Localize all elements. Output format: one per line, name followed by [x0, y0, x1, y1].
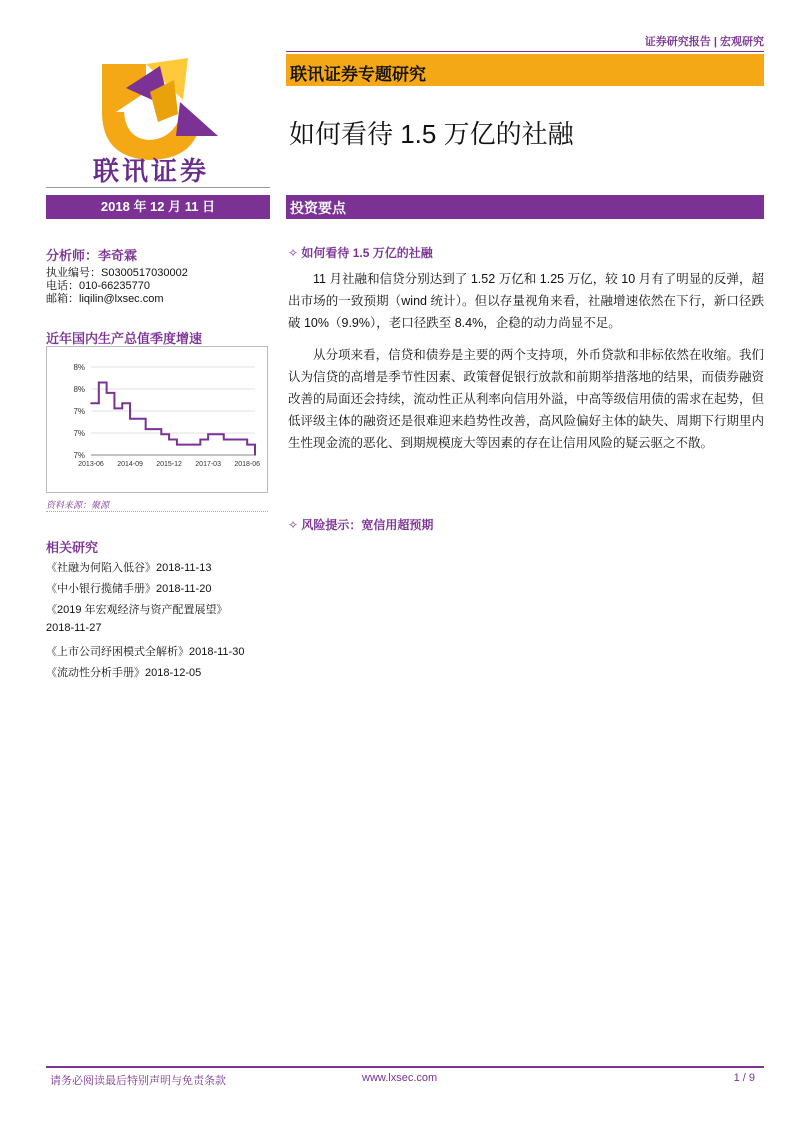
data-point — [207, 433, 209, 435]
page-title: 如何看待 1.5 万亿的社融 — [289, 119, 574, 149]
chart-source: 资料来源：聚源 — [46, 500, 110, 510]
data-point — [129, 418, 131, 420]
series-banner — [286, 54, 764, 86]
footer-disclaimer[interactable]: 请务必阅读最后特别声明与免责条款 — [50, 1075, 226, 1087]
related-item[interactable]: 《中小银行揽储手册》2018-11-20 — [46, 583, 212, 595]
section-banner — [286, 195, 764, 219]
y-tick-label: 7% — [73, 451, 85, 460]
data-point — [160, 433, 162, 435]
gdp-chart-frame — [46, 346, 268, 493]
chart-title: 近年国内生产总值季度增速 — [46, 331, 203, 346]
data-point — [114, 408, 116, 410]
logo-text: 联讯证券 — [93, 157, 210, 187]
analyst-license: 执业编号：S0300517030002 — [46, 267, 188, 279]
footer-rule — [46, 1066, 764, 1068]
subheading-risk: ✧ 风险提示：宽信用超预期 — [288, 518, 434, 532]
dotted-divider — [46, 511, 268, 512]
report-date: 2018 年 12 月 11 日 — [46, 195, 270, 219]
footer-url[interactable]: www.lxsec.com — [362, 1072, 438, 1084]
data-point — [215, 433, 217, 435]
data-point — [200, 439, 202, 441]
data-point — [145, 428, 147, 430]
y-tick-label: 8% — [73, 385, 85, 394]
related-item-date: 2018-11-27 — [46, 622, 102, 634]
paragraph-2: 从分项来看，信贷和债券是主要的两个支持项，外币贷款和非标依然在收缩。我们认为信贷的高增是季节性因素、政策督促银行放款和前期举措落地的结果，而债券融资改善的局面还会持续，流动性正从利率向信用外溢，中高等级信用债的需求在起势，但低评级主体的融资还是很难迎来趋势性改善，高风险偏好主体的缺失、周期下行期里内生性现金流的恶化、到期规模庞大等因素的存在让信用风险的疑云驱之不散。 — [288, 348, 764, 450]
related-item[interactable]: 《社融为何陷入低谷》2018-11-13 — [46, 562, 212, 574]
x-tick-label: 2017-03 — [195, 461, 221, 468]
left-divider — [46, 187, 270, 188]
data-point — [246, 444, 248, 446]
data-point — [90, 402, 92, 404]
data-point — [239, 439, 241, 441]
section-title: 投资要点 — [290, 200, 346, 216]
related-item[interactable]: 《上市公司纾困模式全解析》2018-11-30 — [46, 646, 245, 658]
data-point — [137, 418, 139, 420]
paragraph-1: 11 月社融和信贷分别达到了 1.52 万亿和 1.25 万亿，较 10 月有了明显的反弹，超出市场的一致预期（wind 统计）。但以存量视角来看，社融增速依然在下行，新口径跌破 10%（9.9%），老口径跌至 8.4%，企稳的动力尚显不足。 — [288, 272, 764, 330]
data-point — [254, 454, 256, 456]
data-point — [223, 439, 225, 441]
data-point — [192, 444, 194, 446]
page-number: 1 / 9 — [733, 1072, 755, 1084]
series-title: 联讯证券专题研究 — [290, 65, 426, 84]
subheading-social-financing: ✧ 如何看待 1.5 万亿的社融 — [288, 246, 433, 260]
data-point — [121, 402, 123, 404]
x-tick-label: 2015-12 — [156, 461, 182, 468]
gdp-line-chart — [47, 347, 267, 492]
y-tick-label: 7% — [73, 429, 85, 438]
data-point — [106, 392, 108, 394]
analyst-phone: 电话：010-66235770 — [46, 280, 150, 292]
data-point — [153, 428, 155, 430]
related-item[interactable]: 《2019 年宏观经济与资产配置展望》 — [46, 604, 228, 616]
data-point — [168, 439, 170, 441]
data-point — [176, 444, 178, 446]
data-point — [184, 444, 186, 446]
x-tick-label: 2013-06 — [78, 461, 104, 468]
header-rule — [286, 51, 764, 52]
series-line-gdp — [91, 383, 255, 455]
related-item[interactable]: 《流动性分析手册》2018-12-05 — [46, 667, 202, 679]
x-tick-label: 2018-06 — [234, 461, 261, 468]
data-point — [98, 382, 100, 384]
analyst-email: 邮箱：liqilin@lxsec.com — [46, 293, 164, 305]
y-tick-label: 8% — [73, 363, 85, 372]
x-tick-label: 2014-09 — [117, 461, 143, 468]
report-category: 证券研究报告 | 宏观研究 — [644, 36, 764, 48]
y-tick-label: 7% — [73, 407, 85, 416]
related-research-title: 相关研究 — [46, 540, 99, 555]
analyst-name: 分析师：李奇霖 — [46, 248, 138, 263]
data-point — [231, 439, 233, 441]
